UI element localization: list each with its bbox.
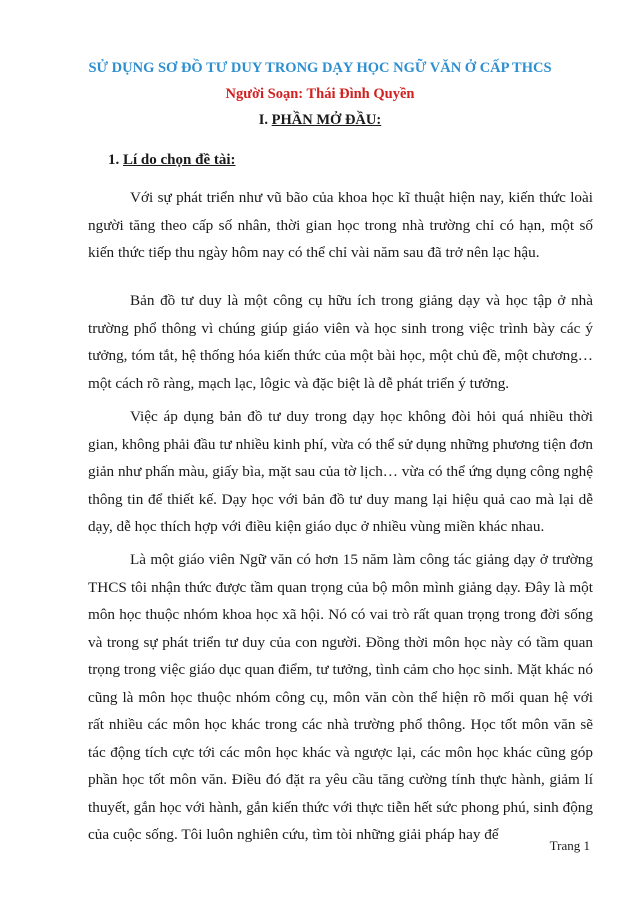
section-heading <box>0 112 640 129</box>
paragraph-text: Với sự phát triển như vũ bão của khoa học kĩ thuật hiện nay, kiến thức loài người tăng theo cấp số nhân, thời gian học trong nhà trường chỉ có hạn, một số kiến thức tiếp thu ngày hôm nay có thể chỉ vài năm sau đã trở nên lạc hậu. <box>88 189 593 261</box>
paragraph-text: Bản đồ tư duy là một công cụ hữu ích trong giảng dạy và học tập ở nhà trường phổ thông vì chúng giúp giáo viên và học sinh trong việc trình bày các ý tưởng, tóm tắt, hệ thống hóa kiến thức của một bài học, một chủ đề, một chương… một cách rõ ràng, mạch lạc, lôgic và đặc biệt là dễ phát triển ý tưởng. <box>88 292 593 392</box>
section-label: PHẦN MỞ ĐẦU: <box>271 112 382 128</box>
author-line: Người Soạn: Thái Đình Quyền <box>225 86 415 102</box>
paragraph-text: Việc áp dụng bản đồ tư duy trong dạy học không đòi hỏi quá nhiều thời gian, không phải đầu tư nhiều kinh phí, vừa có thể sử dụng những phương tiện đơn giản như phấn màu, giấy bìa, mặt sau của tờ lịch… vừa có thể ứng dụng công nghệ thông tin để thiết kế. Dạy học với bản đồ tư duy mang lại hiệu quả cao mà lại dễ dạy, dễ học thích hợp với điều kiện giáo dục ở nhiều vùng miền khác nhau. <box>88 408 593 535</box>
document-title: SỬ DỤNG SƠ ĐỒ TƯ DUY TRONG DẠY HỌC NGỮ VĂN Ở CẤP THCS <box>88 60 552 76</box>
subsection-number: 1. <box>108 152 123 168</box>
subsection-label: Lí do chọn đề tài: <box>123 152 236 168</box>
paragraph-1 <box>88 184 593 267</box>
paragraph-2 <box>88 287 593 397</box>
paragraph-text: Là một giáo viên Ngữ văn có hơn 15 năm làm công tác giảng dạy ở trường THCS tôi nhận thức được tầm quan trọng của bộ môn mình giảng dạy. Đây là một môn học thuộc nhóm khoa học xã hội. Nó có vai trò rất quan trọng trong đời sống và trong sự phát triển tư duy của con người. Đồng thời môn học này có tầm quan trọng trong việc giáo dục quan điểm, tư tưởng, tình cảm cho học sinh. Mặt khác nó cũng là môn học thuộc nhóm công cụ, môn văn còn thể hiện rõ mối quan hệ với rất nhiều các môn học khác trong các nhà trường phổ thông. Học tốt môn văn sẽ tác động tích cực tới các môn học khác và ngược lại, các môn học khác cũng góp phần học tốt môn văn. Điều đó đặt ra yêu cầu tăng cường tính thực hành, giảm lí thuyết, gắn học với hành, gắn kiến thức với thực tiễn hết sức phong phú, sinh động của cuộc sống. Tôi luôn nghiên cứu, tìm tòi những giải pháp hay để <box>88 551 593 843</box>
paragraph-4 <box>88 546 593 849</box>
section-number: I. <box>258 112 272 128</box>
subsection-heading <box>108 152 236 169</box>
page-number: Trang 1 <box>549 838 590 853</box>
paragraph-3 <box>88 403 593 541</box>
